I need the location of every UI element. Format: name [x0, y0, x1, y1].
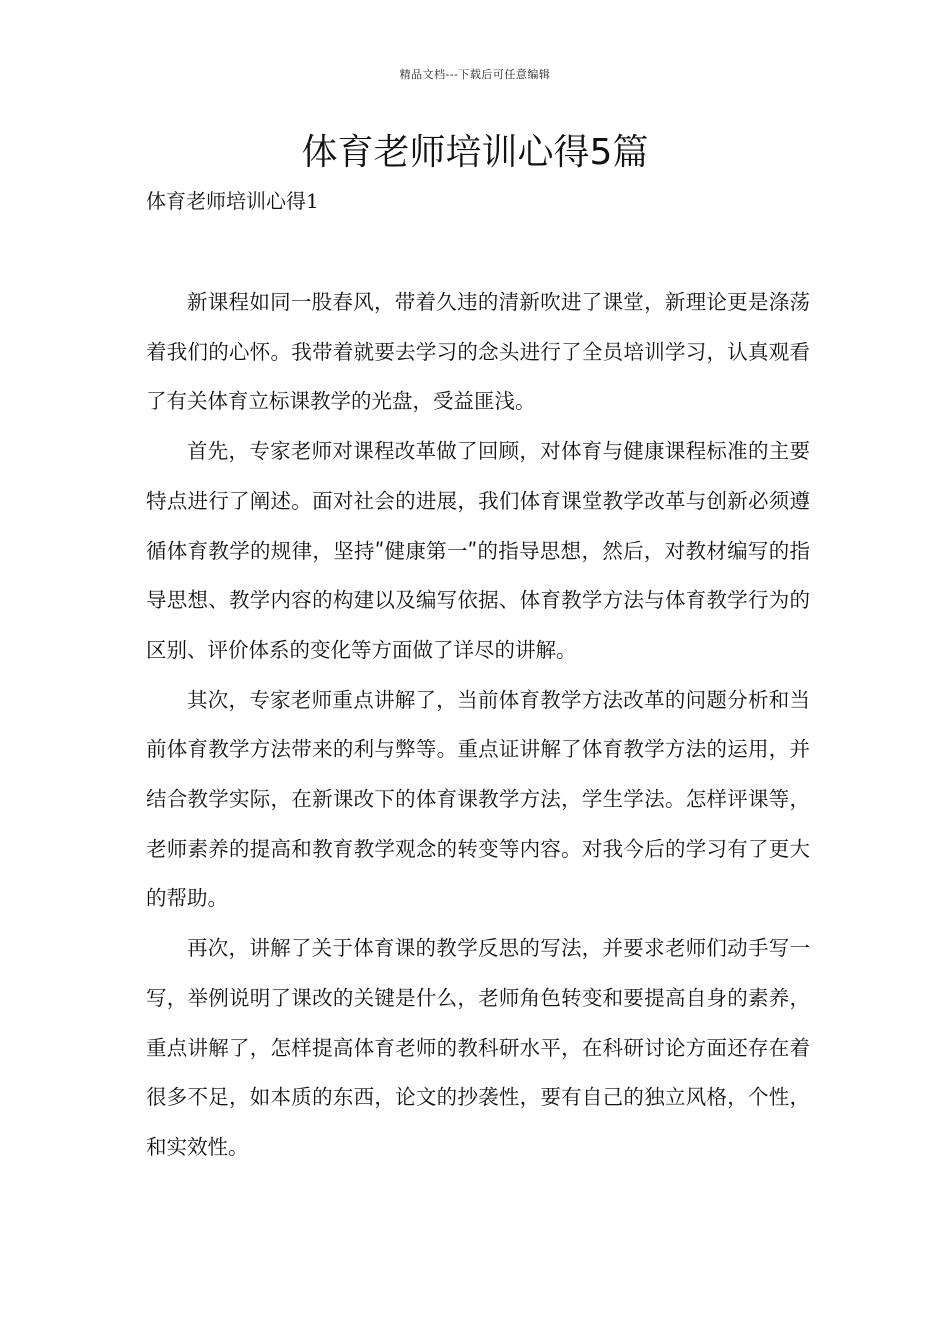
document-body: [146, 278, 810, 1173]
paragraph: 其次，专家老师重点讲解了，当前体育教学方法改革的问题分析和当前体育教学方法带来的利与弊等。重点证讲解了体育教学方法的运用，并结合教学实际，在新课改下的体育课教学方法，学生学法。怎样评课等，老师素养的提高和教育教学观念的转变等内容。对我今后的学习有了更大的帮助。: [146, 687, 810, 911]
paragraph: 新课程如同一股春风，带着久违的清新吹进了课堂，新理论更是涤荡着我们的心怀。我带着就要去学习的念头进行了全员培训学习，认真观看了有关体育立标课教学的光盘，受益匪浅。: [146, 290, 810, 414]
page-header: 精品文档---下载后可任意编辑: [399, 68, 551, 81]
document-title: 体育老师培训心得5篇: [301, 132, 649, 173]
section-subtitle: 体育老师培训心得1: [146, 189, 319, 213]
paragraph: 首先，专家老师对课程改革做了回顾，对体育与健康课程标准的主要特点进行了阐述。面对社会的进展，我们体育课堂教学改革与创新必须遵循体育教学的规律，坚持ʺ健康第一ʺ的指导思想，然后，对教材编写的指导思想、教学内容的构建以及编写依据、体育教学方法与体育教学行为的区别、评价体系的变化等方面做了详尽的讲解。: [146, 439, 810, 662]
paragraph: 再次，讲解了关于体育课的教学反思的写法，并要求老师们动手写一写，举例说明了课改的关键是什么，老师角色转变和要提高自身的素养，重点讲解了，怎样提高体育老师的教科研水平，在科研讨论方面还存在着很多不足，如本质的东西，论文的抄袭性，要有自己的独立风格，个性，和实效性。: [146, 936, 810, 1159]
